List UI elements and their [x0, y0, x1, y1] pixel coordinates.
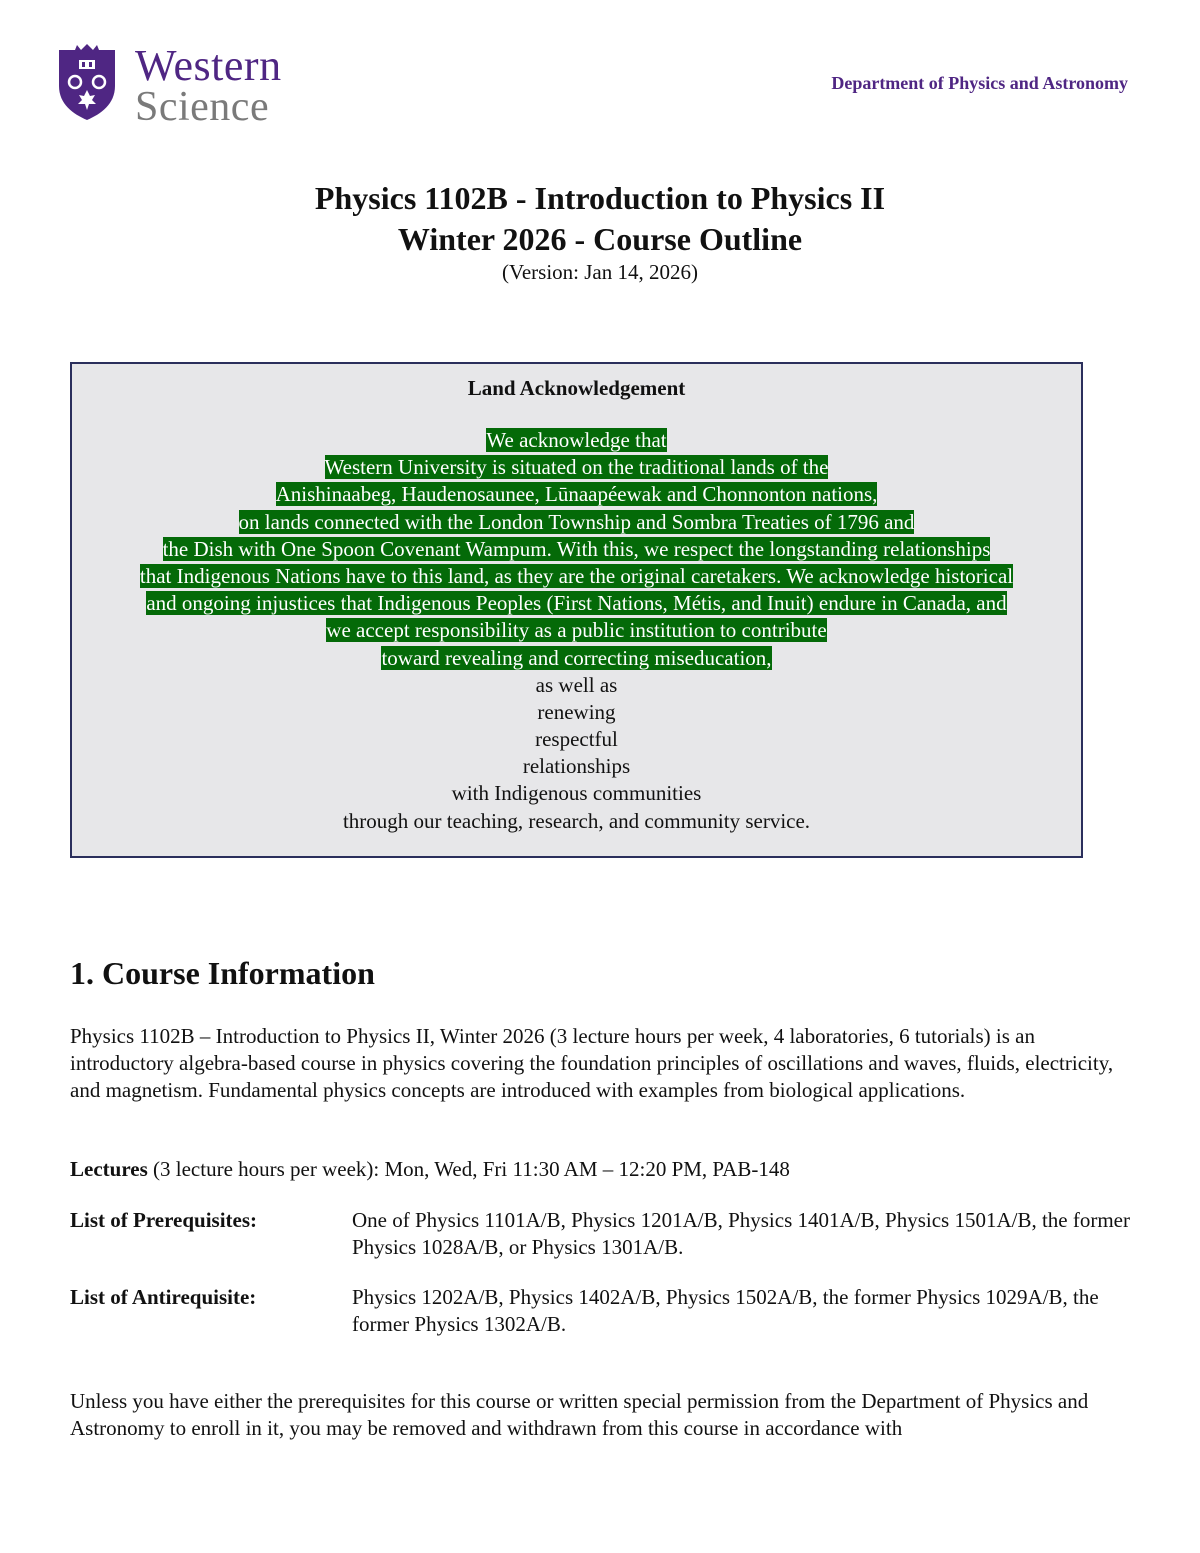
course-description: Physics 1102B – Introduction to Physics II, Winter 2026 (3 lecture hours per week, 4 laboratories, 6 tutorials) is an introductory algebra-based course in physics covering the foundation principles of oscillations and waves, fluids, electricity, and magnetism. Fundamental physics concepts are introduced with examples from biological applications. [70, 1024, 1114, 1102]
prerequisites-value: One of Physics 1101A/B, Physics 1201A/B, Physics 1401A/B, Physics 1501A/B, the former Physics 1028A/B, or Physics 1301A/B. [352, 1208, 1130, 1259]
removal-notice: Unless you have either the prerequisites for this course or written special permission from the Department of Physics and Astronomy to enroll in it, you may be removed and withdrawn from this course in accordance with [70, 1389, 1089, 1440]
western-crest-icon [55, 42, 119, 122]
antirequisite-value: Physics 1202A/B, Physics 1402A/B, Physics 1502A/B, the former Physics 1029A/B, the former Physics 1302A/B. [352, 1285, 1099, 1336]
ack-line: on lands connected with the London Township and Sombra Treaties of 1796 and [238, 509, 915, 534]
version-note: (Version: Jan 14, 2026) [502, 260, 698, 284]
ack-line: through our teaching, research, and community service. [342, 808, 811, 833]
logo-western: Western [135, 41, 282, 90]
lectures-text: (3 lecture hours per week): Mon, Wed, Fri 11:30 AM – 12:20 PM, PAB-148 [147, 1157, 790, 1181]
ack-line: respectful [535, 727, 618, 752]
ack-line: with Indigenous communities [451, 781, 702, 806]
ack-line: renewing [537, 699, 616, 724]
land-acknowledgement-heading: Land Acknowledgement [467, 376, 686, 400]
lectures-label: Lectures [70, 1157, 148, 1181]
section-heading-course-information: 1. Course Information [70, 955, 375, 991]
ack-line: and ongoing injustices that Indigenous Peoples (First Nations, Métis, and Inuit) endure in Canada, and [146, 591, 1007, 616]
department-name: Department of Physics and Astronomy [831, 73, 1128, 93]
course-title: Physics 1102B - Introduction to Physics II [314, 180, 886, 216]
land-acknowledgement-box [70, 362, 1083, 858]
ack-line: We acknowledge that [486, 428, 667, 452]
western-science-logo [55, 41, 305, 130]
ack-line: we accept responsibility as a public institution to contribute [326, 618, 827, 643]
ack-line: relationships [522, 754, 631, 779]
antirequisite-label: List of Antirequisite: [70, 1285, 257, 1309]
course-subtitle: Winter 2026 - Course Outline [397, 221, 803, 257]
ack-line: Anishinaabeg, Haudenosaunee, Lūnaapéewak and Chonnonton nations, [275, 482, 878, 507]
logo-science: Science [135, 84, 270, 130]
ack-line: as well as [535, 672, 618, 697]
prerequisites-label: List of Prerequisites [70, 1208, 251, 1232]
ack-line: Western University is situated on the traditional lands of the [324, 455, 829, 480]
ack-line: toward revealing and correcting miseducation, [381, 645, 772, 670]
land-acknowledgement-text [72, 427, 1081, 835]
lectures-info [70, 1156, 1130, 1183]
ack-line: that Indigenous Nations have to this land, as they are the original caretakers. We acknowledge historical [139, 563, 1014, 588]
ack-line: the Dish with One Spoon Covenant Wampum. With this, we respect the longstanding relationships [162, 536, 991, 561]
prerequisites-colon: : [250, 1208, 258, 1232]
